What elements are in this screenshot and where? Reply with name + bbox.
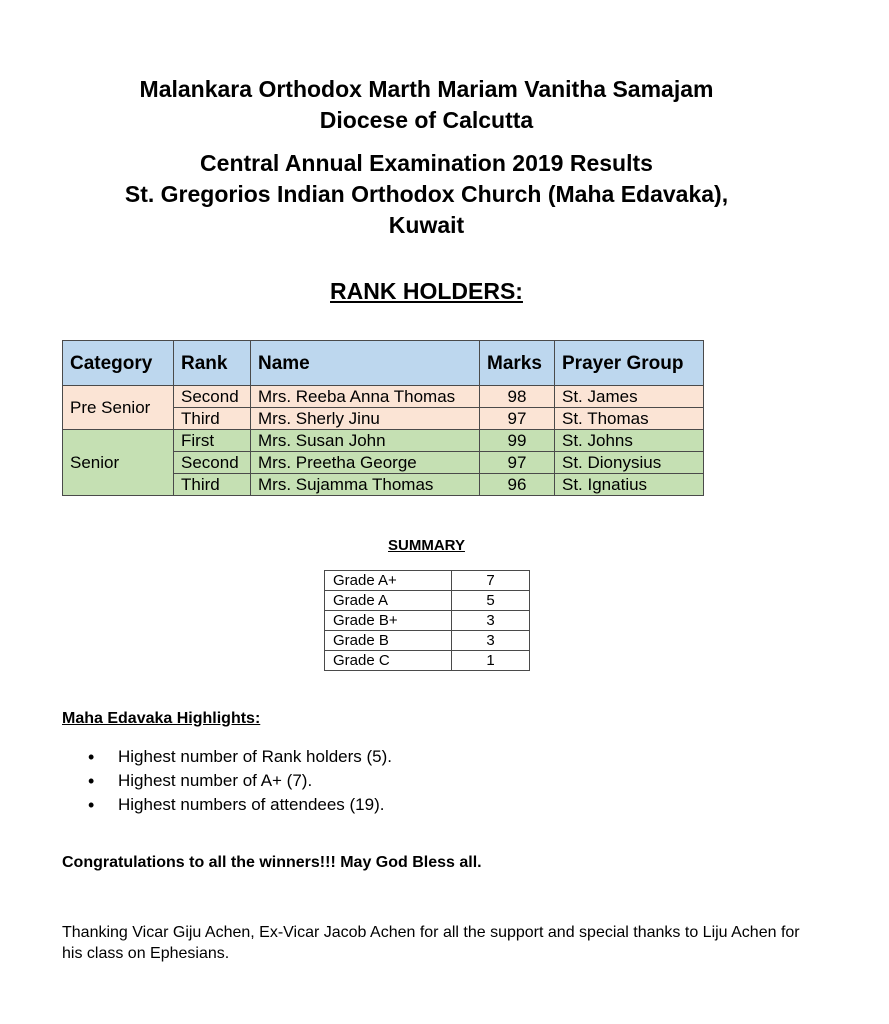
column-header: Prayer Group [555, 341, 704, 386]
column-header: Marks [480, 341, 555, 386]
list-item: • Highest number of Rank holders (5). [62, 745, 392, 769]
highlights-list [62, 745, 392, 817]
table-row [325, 631, 530, 651]
name-cell: Mrs. Preetha George [251, 452, 480, 474]
grade-cell: Grade A+ [325, 571, 452, 591]
rank-cell: First [174, 430, 251, 452]
category-cell: Pre Senior [63, 386, 174, 430]
grade-cell: Grade B [325, 631, 452, 651]
summary-heading: SUMMARY [388, 537, 465, 554]
title-line-2: Diocese of Calcutta [319, 107, 534, 133]
rank-cell: Second [174, 386, 251, 408]
title-line-4: St. Gregorios Indian Orthodox Church (Maha Edavaka), [124, 181, 729, 207]
name-cell: Mrs. Sujamma Thomas [251, 474, 480, 496]
summary-table [324, 570, 530, 671]
prayer-group-cell: St. James [555, 386, 704, 408]
congratulations-text: Congratulations to all the winners!!! May God Bless all. [62, 854, 482, 871]
rank-cell: Third [174, 474, 251, 496]
prayer-group-cell: St. Dionysius [555, 452, 704, 474]
title-line-5: Kuwait [388, 212, 465, 238]
thanks-text: Thanking Vicar Giju Achen, Ex-Vicar Jacob Achen for all the support and special thanks to Liju Achen for his class on Ephesians. [62, 924, 800, 962]
table-row [63, 386, 704, 408]
column-header: Rank [174, 341, 251, 386]
rank-cell: Second [174, 452, 251, 474]
marks-cell: 99 [480, 430, 555, 452]
title-line-1: Malankara Orthodox Marth Mariam Vanitha Samajam [139, 76, 714, 102]
count-cell: 3 [452, 631, 530, 651]
rank-holders-table [62, 340, 704, 496]
marks-cell: 97 [480, 408, 555, 430]
prayer-group-cell: St. Ignatius [555, 474, 704, 496]
column-header: Category [63, 341, 174, 386]
table-header-row [63, 341, 704, 386]
name-cell: Mrs. Sherly Jinu [251, 408, 480, 430]
highlights-heading: Maha Edavaka Highlights: [62, 710, 261, 727]
count-cell: 1 [452, 651, 530, 671]
category-cell: Senior [63, 430, 174, 496]
rank-holders-heading: RANK HOLDERS: [330, 278, 523, 304]
name-cell: Mrs. Susan John [251, 430, 480, 452]
marks-cell: 98 [480, 386, 555, 408]
count-cell: 5 [452, 591, 530, 611]
column-header: Name [251, 341, 480, 386]
list-item: • Highest numbers of attendees (19). [62, 793, 392, 817]
table-row [325, 651, 530, 671]
grade-cell: Grade A [325, 591, 452, 611]
count-cell: 7 [452, 571, 530, 591]
table-row [325, 571, 530, 591]
rank-cell: Third [174, 408, 251, 430]
table-row [63, 430, 704, 452]
marks-cell: 97 [480, 452, 555, 474]
title-line-3: Central Annual Examination 2019 Results [200, 150, 653, 176]
table-row [325, 611, 530, 631]
name-cell: Mrs. Reeba Anna Thomas [251, 386, 480, 408]
exam-title [0, 148, 853, 241]
prayer-group-cell: St. Thomas [555, 408, 704, 430]
marks-cell: 96 [480, 474, 555, 496]
organization-title [0, 74, 853, 136]
grade-cell: Grade B+ [325, 611, 452, 631]
count-cell: 3 [452, 611, 530, 631]
grade-cell: Grade C [325, 651, 452, 671]
list-item: • Highest number of A+ (7). [62, 769, 392, 793]
table-row [325, 591, 530, 611]
prayer-group-cell: St. Johns [555, 430, 704, 452]
